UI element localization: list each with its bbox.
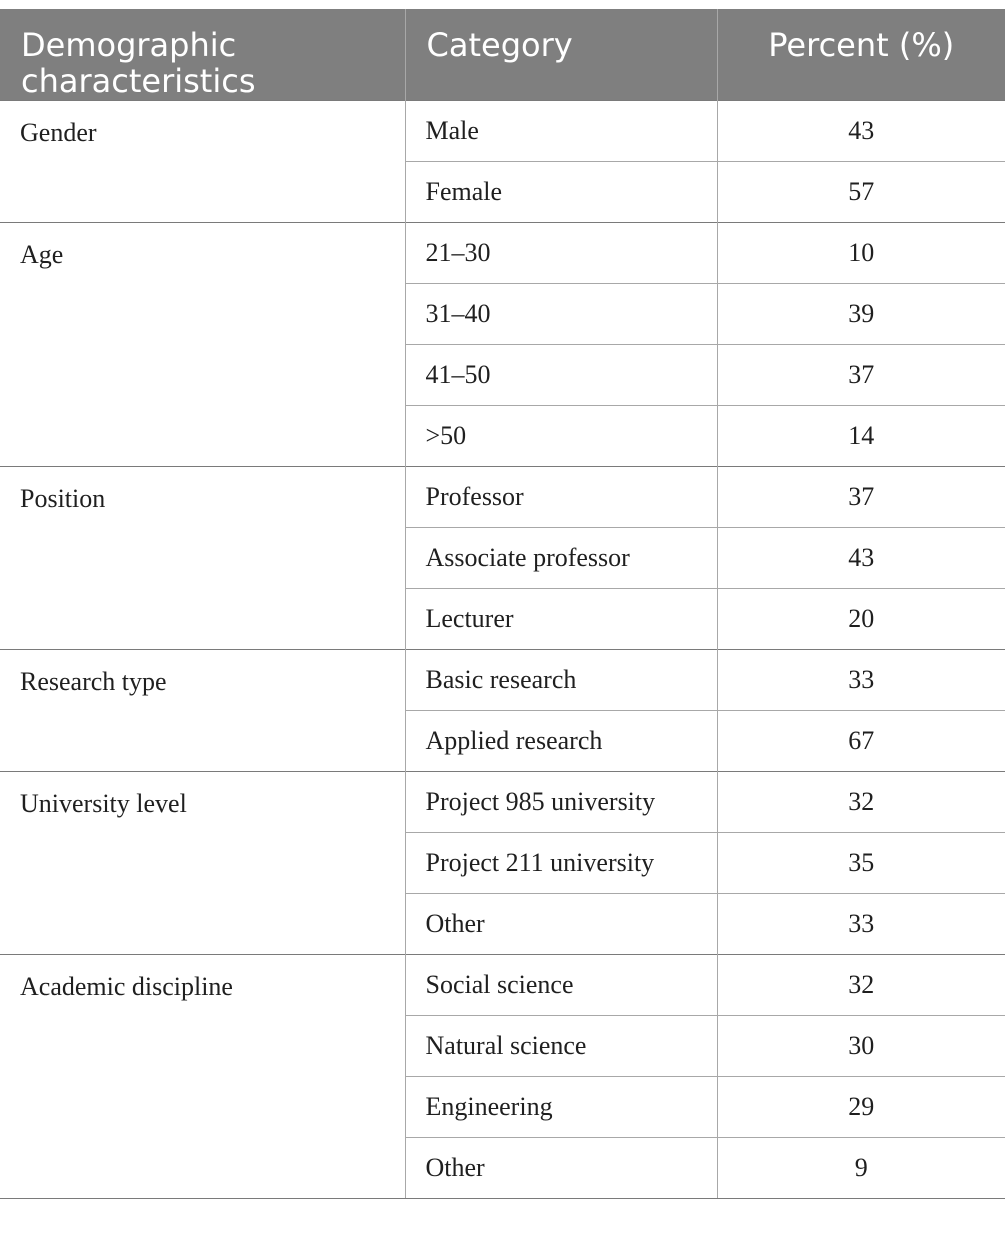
percent-cell: 10 bbox=[717, 222, 1005, 283]
category-cell: Other bbox=[405, 893, 717, 954]
demographic-cell: Research type bbox=[0, 649, 405, 771]
percent-cell: 32 bbox=[717, 954, 1005, 1015]
category-cell: Female bbox=[405, 161, 717, 222]
demographic-cell: Age bbox=[0, 222, 405, 466]
header-row bbox=[0, 9, 1005, 100]
category-cell: Project 985 university bbox=[405, 771, 717, 832]
demographics-table-container bbox=[0, 9, 1005, 1199]
percent-cell: 37 bbox=[717, 344, 1005, 405]
table-body bbox=[0, 100, 1005, 1198]
demographic-cell: Position bbox=[0, 466, 405, 649]
percent-cell: 30 bbox=[717, 1015, 1005, 1076]
category-cell: Engineering bbox=[405, 1076, 717, 1137]
table-row bbox=[0, 649, 1005, 710]
category-cell: >50 bbox=[405, 405, 717, 466]
percent-cell: 37 bbox=[717, 466, 1005, 527]
table-row bbox=[0, 100, 1005, 161]
category-cell: Natural science bbox=[405, 1015, 717, 1076]
percent-cell: 9 bbox=[717, 1137, 1005, 1198]
category-cell: Social science bbox=[405, 954, 717, 1015]
percent-cell: 39 bbox=[717, 283, 1005, 344]
table-row bbox=[0, 771, 1005, 832]
category-cell: Lecturer bbox=[405, 588, 717, 649]
category-cell: Other bbox=[405, 1137, 717, 1198]
header-percent: Percent (%) bbox=[717, 9, 1005, 100]
percent-cell: 33 bbox=[717, 649, 1005, 710]
table-header bbox=[0, 9, 1005, 100]
category-cell: 41–50 bbox=[405, 344, 717, 405]
percent-cell: 43 bbox=[717, 100, 1005, 161]
category-cell: Professor bbox=[405, 466, 717, 527]
category-cell: 21–30 bbox=[405, 222, 717, 283]
demographic-cell: Academic discipline bbox=[0, 954, 405, 1198]
percent-cell: 57 bbox=[717, 161, 1005, 222]
percent-cell: 20 bbox=[717, 588, 1005, 649]
percent-cell: 33 bbox=[717, 893, 1005, 954]
percent-cell: 32 bbox=[717, 771, 1005, 832]
category-cell: Applied research bbox=[405, 710, 717, 771]
percent-cell: 29 bbox=[717, 1076, 1005, 1137]
table-row bbox=[0, 222, 1005, 283]
category-cell: Associate professor bbox=[405, 527, 717, 588]
table-row bbox=[0, 954, 1005, 1015]
table-row bbox=[0, 466, 1005, 527]
demographic-cell: University level bbox=[0, 771, 405, 954]
demographics-table bbox=[0, 9, 1005, 1199]
demographic-cell: Gender bbox=[0, 100, 405, 222]
category-cell: 31–40 bbox=[405, 283, 717, 344]
percent-cell: 14 bbox=[717, 405, 1005, 466]
category-cell: Male bbox=[405, 100, 717, 161]
header-demographic: Demographic characteristics bbox=[0, 9, 405, 100]
percent-cell: 67 bbox=[717, 710, 1005, 771]
percent-cell: 35 bbox=[717, 832, 1005, 893]
header-category: Category bbox=[405, 9, 717, 100]
percent-cell: 43 bbox=[717, 527, 1005, 588]
category-cell: Basic research bbox=[405, 649, 717, 710]
category-cell: Project 211 university bbox=[405, 832, 717, 893]
